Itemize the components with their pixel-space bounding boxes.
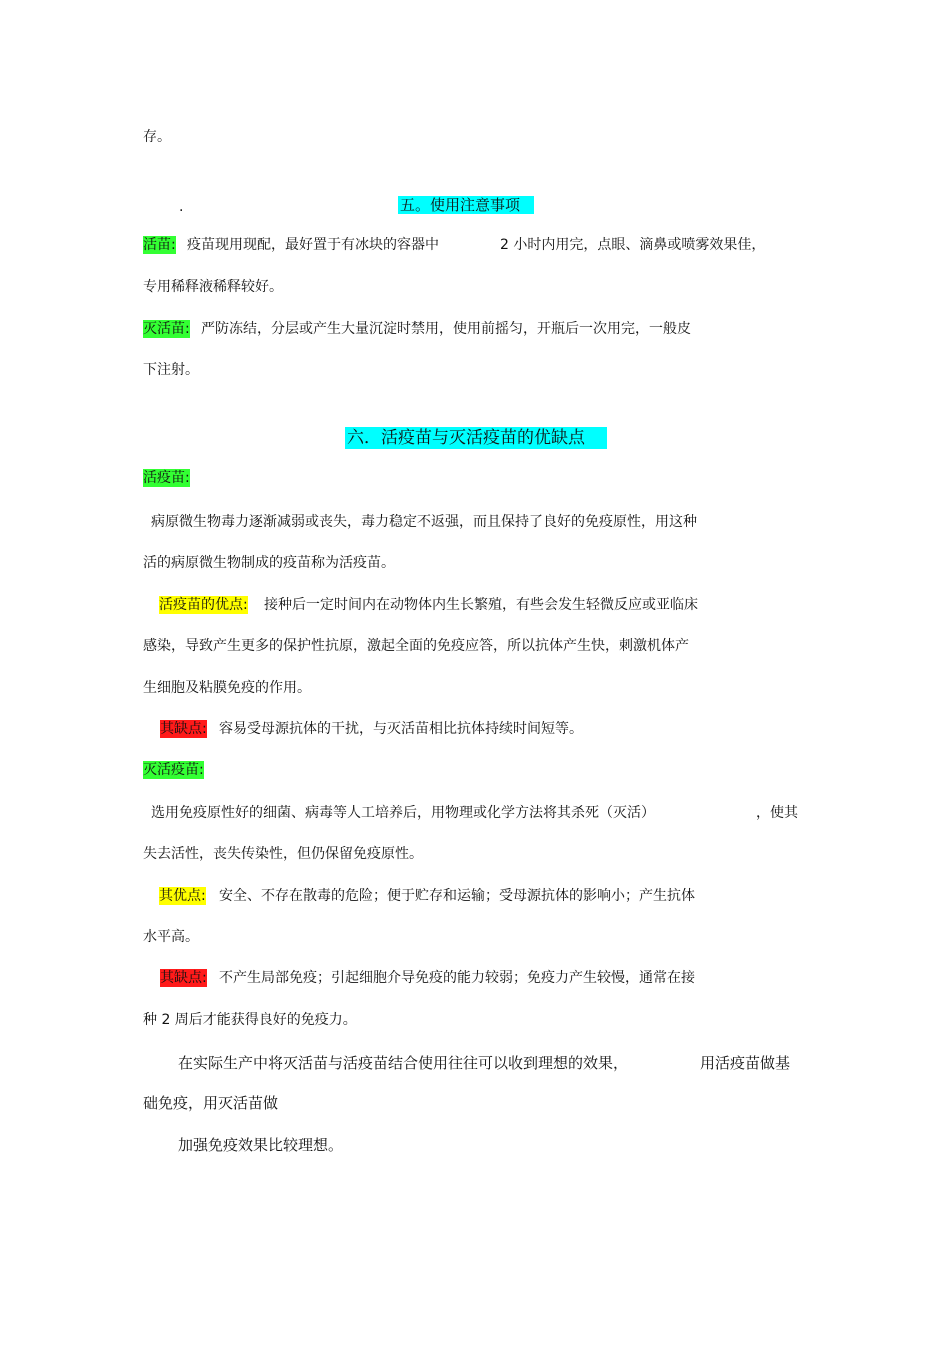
text-line: 安全、不存在散毒的危险；便于贮存和运输；受母源抗体的影响小；产生抗体 [219, 888, 695, 904]
section-heading: 五。使用注意事项 [398, 196, 534, 214]
text-line: 水平高。 [143, 929, 199, 945]
text-line: 在实际生产中将灭活苗与活疫苗结合使用往往可以收到理想的效果， [178, 1054, 629, 1072]
text-line: 础免疫，用灭活苗做 [143, 1094, 279, 1112]
text-line: 活的病原微生物制成的疫苗称为活疫苗。 [143, 555, 395, 571]
text-line: 容易受母源抗体的干扰，与灭活苗相比抗体持续时间短等。 [219, 721, 583, 737]
text-line: 2 小时内用完，点眼、滴鼻或喷雾效果佳， [500, 237, 766, 253]
text-line: 存。 [143, 129, 171, 145]
text-line: 下注射。 [143, 362, 199, 378]
label-disadvantages: 其缺点: [160, 970, 207, 986]
text-line: 接种后一定时间内在动物体内生长繁殖，有些会发生轻微反应或亚临床 [264, 597, 698, 613]
section-heading: 六．活疫苗与灭活疫苗的优缺点 [345, 427, 607, 449]
text-line: 疫苗现用现配，最好置于有冰块的容器中 [187, 237, 439, 253]
text-line: 严防冻结，分层或产生大量沉淀时禁用，使用前摇匀，开瓶后一次用完，一般皮 [201, 321, 691, 337]
text-line: 用活疫苗做基 [700, 1054, 791, 1072]
label-live-vaccine: 活苗: [143, 237, 176, 253]
label-advantages: 其优点: [159, 888, 206, 904]
stray-dot: . [179, 199, 184, 215]
label-inactivated-vaccine: 灭活疫苗: [143, 762, 204, 778]
label-advantages: 活疫苗的优点: [159, 597, 248, 613]
label-live-vaccine: 活疫苗: [143, 470, 190, 486]
text-line: 感染，导致产生更多的保护性抗原，激起全面的免疫应答，所以抗体产生快，刺激机体产 [143, 638, 689, 654]
label-disadvantages: 其缺点: [160, 721, 207, 737]
text-line: 不产生局部免疫；引起细胞介导免疫的能力较弱；免疫力产生较慢，通常在接 [219, 970, 695, 986]
label-inactivated-vaccine: 灭活苗: [143, 321, 190, 337]
text-line: 生细胞及粘膜免疫的作用。 [143, 680, 311, 696]
text-line: 专用稀释液稀释较好。 [143, 279, 283, 295]
text-line: 加强免疫效果比较理想。 [178, 1136, 344, 1154]
text-line: 病原微生物毒力逐渐减弱或丧失，毒力稳定不返强，而且保持了良好的免疫原性，用这种 [151, 514, 697, 530]
text-line: 种 2 周后才能获得良好的免疫力。 [143, 1012, 357, 1028]
text-line: ，使其 [756, 805, 798, 821]
text-line: 选用免疫原性好的细菌、病毒等人工培养后，用物理或化学方法将其杀死（灭活） [151, 805, 655, 821]
text-line: 失去活性，丧失传染性，但仍保留免疫原性。 [143, 846, 423, 862]
